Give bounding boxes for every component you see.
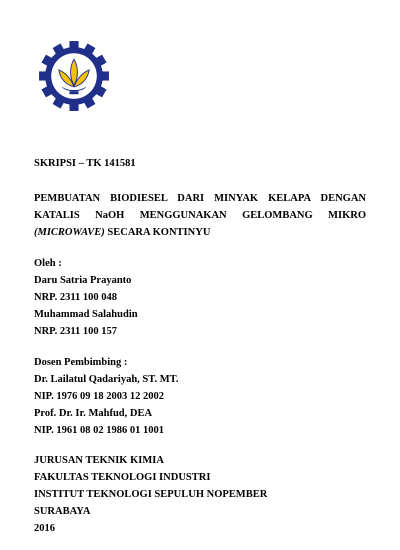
supervisors-label: Dosen Pembimbing : xyxy=(34,357,128,368)
authors-label: Oleh : xyxy=(34,258,62,269)
thesis-title xyxy=(34,190,366,241)
supervisor-nip-1: NIP. 1976 09 18 2003 12 2002 xyxy=(34,391,164,402)
document-type: SKRIPSI – TK 141581 xyxy=(34,158,136,169)
title-part-1: PEMBUATAN BIODIESEL DARI MINYAK KELAPA DENGAN KATALIS NaOH MENGGUNAKAN GELOMBANG MIKRO xyxy=(34,193,366,221)
author-nrp-2: NRP. 2311 100 157 xyxy=(34,326,118,337)
supervisor-name-1: Dr. Lailatul Qadariyah, ST. MT. xyxy=(34,374,179,385)
department: JURUSAN TEKNIK KIMIA xyxy=(34,455,164,466)
supervisor-nip-2: NIP. 1961 08 02 1986 01 1001 xyxy=(34,425,164,436)
institute: INSTITUT TEKNOLOGI SEPULUH NOPEMBER xyxy=(34,489,268,500)
author-nrp-1: NRP. 2311 100 048 xyxy=(34,292,118,303)
faculty: FAKULTAS TEKNOLOGI INDUSTRI xyxy=(34,472,211,483)
title-italic-term: (MICROWAVE) xyxy=(34,227,105,238)
author-name-2: Muhammad Salahudin xyxy=(34,309,138,320)
city: SURABAYA xyxy=(34,506,91,517)
year: 2016 xyxy=(34,523,55,534)
author-name-1: Daru Satria Prayanto xyxy=(34,275,132,286)
its-logo-icon xyxy=(36,38,112,114)
supervisor-name-2: Prof. Dr. Ir. Mahfud, DEA xyxy=(34,408,153,419)
title-part-2: SECARA KONTINYU xyxy=(107,227,211,238)
